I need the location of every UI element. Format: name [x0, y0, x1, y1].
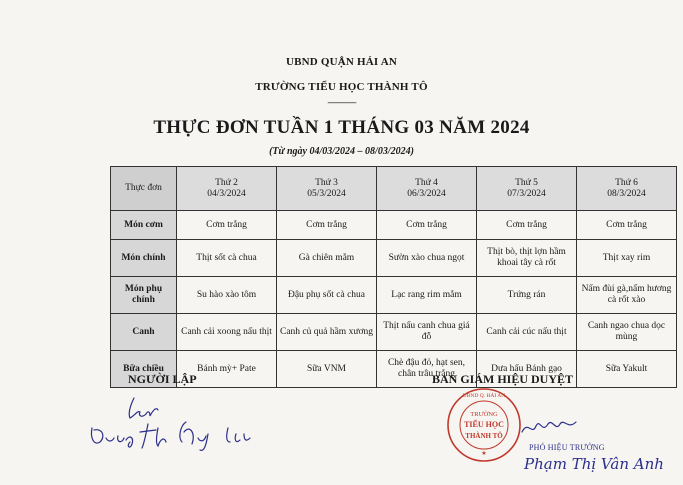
row-label: Món cơm — [111, 211, 177, 240]
menu-cell: Chè đậu đỏ, hạt sen, chân trâu trắng — [377, 351, 477, 388]
menu-cell: Canh ngao chua dọc mùng — [577, 314, 677, 351]
svg-text:★: ★ — [481, 451, 487, 457]
day-date: 05/3/2024 — [307, 188, 346, 199]
stamp-line-2: TIỂU HỌC — [464, 420, 504, 429]
menu-cell: Đậu phụ sốt cà chua — [277, 277, 377, 314]
day-date: 04/3/2024 — [207, 188, 246, 199]
day-header — [177, 167, 277, 211]
menu-cell: Cơm trắng — [577, 211, 677, 240]
table-header-row — [111, 167, 677, 211]
menu-cell: Cơm trắng — [377, 211, 477, 240]
menu-cell: Thịt bò, thịt lợn hầm khoai tây cà rốt — [477, 240, 577, 277]
official-stamp — [444, 385, 524, 465]
day-header — [277, 167, 377, 211]
table-row — [111, 277, 677, 314]
menu-cell: Canh cải cúc nấu thịt — [477, 314, 577, 351]
separator: ----------------- — [327, 98, 356, 107]
day-name: Thứ 6 — [615, 177, 638, 188]
menu-cell: Canh cải xoong nấu thịt — [177, 314, 277, 351]
day-header — [577, 167, 677, 211]
row-label: Món phụ chính — [111, 277, 177, 314]
preparer-title: NGƯỜI LẬP — [128, 372, 197, 386]
menu-cell: Thịt nấu canh chua giá đỗ — [377, 314, 477, 351]
approver-role: PHÓ HIỆU TRƯỞNG — [529, 443, 605, 452]
day-header — [477, 167, 577, 211]
table-row — [111, 240, 677, 277]
menu-table — [110, 166, 677, 388]
approver-name: Phạm Thị Vân Anh — [524, 455, 664, 473]
menu-cell: Gà chiên mắm — [277, 240, 377, 277]
menu-cell: Lạc rang rim mắm — [377, 277, 477, 314]
menu-cell: Dưa hấu Bánh gạo — [477, 351, 577, 388]
date-range: (Từ ngày 04/03/2024 – 08/03/2024) — [269, 146, 414, 157]
menu-cell: Nấm đùi gà,nấm hương cà rốt xào — [577, 277, 677, 314]
day-header — [377, 167, 477, 211]
menu-cell: Sữa Yakult — [577, 351, 677, 388]
day-date: 06/3/2024 — [407, 188, 446, 199]
day-name: Thứ 4 — [415, 177, 438, 188]
menu-cell: Bánh mỳ+ Pate — [177, 351, 277, 388]
day-name: Thứ 5 — [515, 177, 538, 188]
school-name: TRƯỜNG TIỂU HỌC THÀNH TÔ — [255, 81, 428, 93]
row-label: Bữa chiều — [111, 351, 177, 388]
stamp-ring-text: UBND Q. HẢI AN — [462, 393, 506, 399]
corner-cell: Thực đơn — [111, 167, 177, 211]
org-name: UBND QUẬN HẢI AN — [285, 56, 398, 68]
day-date: 08/3/2024 — [607, 188, 646, 199]
menu-cell: Thịt sốt cà chua — [177, 240, 277, 277]
menu-cell: Sườn xào chua ngọt — [377, 240, 477, 277]
menu-cell: Cơm trắng — [277, 211, 377, 240]
menu-cell: Su hào xào tôm — [177, 277, 277, 314]
day-date: 07/3/2024 — [507, 188, 546, 199]
day-name: Thứ 3 — [315, 177, 338, 188]
table-row — [111, 314, 677, 351]
approver-signature-image — [520, 414, 580, 440]
stamp-line-1: TRƯỜNG — [470, 411, 498, 418]
menu-cell: Trứng rán — [477, 277, 577, 314]
row-label: Canh — [111, 314, 177, 351]
preparer-signature-image — [86, 394, 256, 454]
day-name: Thứ 2 — [215, 177, 238, 188]
row-label: Món chính — [111, 240, 177, 277]
menu-cell: Canh củ quả hầm xương — [277, 314, 377, 351]
menu-title: THỰC ĐƠN TUẦN 1 THÁNG 03 NĂM 2024 — [153, 117, 530, 138]
menu-cell: Thịt xay rim — [577, 240, 677, 277]
approver-title: BAN GIÁM HIỆU DUYỆT — [432, 372, 574, 386]
menu-cell: Cơm trắng — [477, 211, 577, 240]
table-row — [111, 211, 677, 240]
menu-cell: Cơm trắng — [177, 211, 277, 240]
menu-cell: Sữa VNM — [277, 351, 377, 388]
stamp-line-3: THÀNH TÔ — [465, 432, 503, 440]
